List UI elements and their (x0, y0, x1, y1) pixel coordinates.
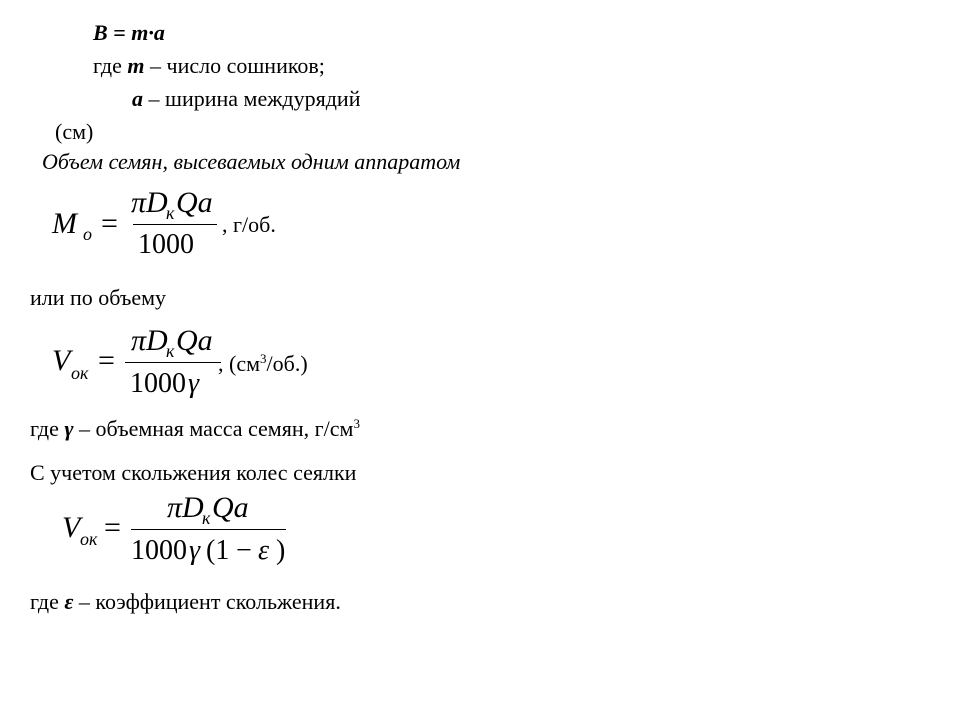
definition-gamma-text: – объемная масса семян, г/см (73, 416, 354, 441)
formula-slip-fraction-bar (131, 529, 286, 530)
formula-vok-Qa: Qa (176, 324, 213, 357)
text-or-by-volume: или по объему (30, 285, 167, 310)
definition-a-var: a (132, 86, 143, 111)
formula-vok-den-gamma: γ (188, 368, 200, 399)
definition-epsilon (30, 591, 341, 613)
formula-slip-Qa: Qa (212, 491, 249, 524)
formula-mo-D: D (146, 186, 168, 219)
definition-m-prefix: где (93, 53, 128, 78)
definition-epsilon-var: ε (64, 589, 74, 614)
definition-a (132, 88, 360, 110)
formula-slip-den-number: 1000 (131, 535, 187, 566)
formula-mo-equals: = (101, 207, 118, 240)
formula-vok-lhs-sub: ок (71, 363, 89, 383)
definition-m-text: – число сошников; (144, 53, 325, 78)
definition-gamma-prefix: где (30, 416, 65, 441)
formula-slip-D: D (182, 491, 204, 524)
formula-vok-D: D (146, 324, 168, 357)
formula-mo-fraction-bar (133, 224, 217, 225)
text-with-wheel-slip: С учетом скольжения колес сеялки (30, 460, 357, 485)
formula-slip-lhs-sub: ок (80, 529, 98, 549)
formula-vok-equals: = (98, 344, 115, 377)
formula-mo-lhs-sub: o (83, 224, 92, 244)
formula-vok-units-close: /об.) (266, 351, 308, 376)
formula-vok-lhs-var: V (52, 344, 71, 377)
definition-gamma-var: γ (64, 416, 74, 441)
formula-slip-den-eps: ε (258, 535, 270, 566)
formula-vok-sub-k: к (166, 341, 175, 361)
formula-mo-Qa: Qa (176, 186, 213, 219)
formula-mo-units: , г/об. (222, 212, 276, 237)
formula-b-equals-ma: B = m·a (93, 20, 165, 45)
formula-vok-den-number: 1000 (130, 368, 186, 399)
formula-slip-den-paren-open: (1 (206, 535, 230, 566)
formula-vok-fraction-bar (125, 362, 221, 363)
definition-gamma (30, 417, 360, 440)
formula-slip-lhs-var: V (62, 511, 81, 544)
definition-epsilon-text: – коэффициент скольжения. (73, 589, 341, 614)
formula-mo-denominator: 1000 (138, 229, 194, 260)
units-cm: (см) (55, 119, 94, 144)
formula-vok-pi: π (131, 324, 147, 357)
formula-mo-pi: π (131, 186, 147, 219)
formula-slip-equals: = (104, 511, 121, 544)
formula-mo-lhs-var: M (52, 207, 77, 240)
formula-slip-den-minus: − (236, 535, 252, 566)
formula-slip-den-paren-close: ) (276, 535, 286, 566)
heading-seed-volume: Объем семян, высеваемых одним аппаратом (42, 149, 461, 174)
definition-m (93, 55, 325, 77)
formula-mo-sub-k: к (166, 203, 175, 223)
definition-m-var: m (127, 53, 145, 78)
definition-epsilon-prefix: где (30, 589, 65, 614)
formula-slip-pi: π (167, 491, 183, 524)
definition-gamma-sup: 3 (353, 416, 360, 431)
formula-slip-den-gamma: γ (189, 535, 201, 566)
formula-vok-units (218, 352, 308, 375)
formula-vok-units-sup: 3 (260, 351, 267, 366)
formula-vok-units-open: , (см (218, 351, 261, 376)
formula-slip-sub-k: к (202, 508, 211, 528)
definition-a-text: – ширина междурядий (143, 86, 361, 111)
